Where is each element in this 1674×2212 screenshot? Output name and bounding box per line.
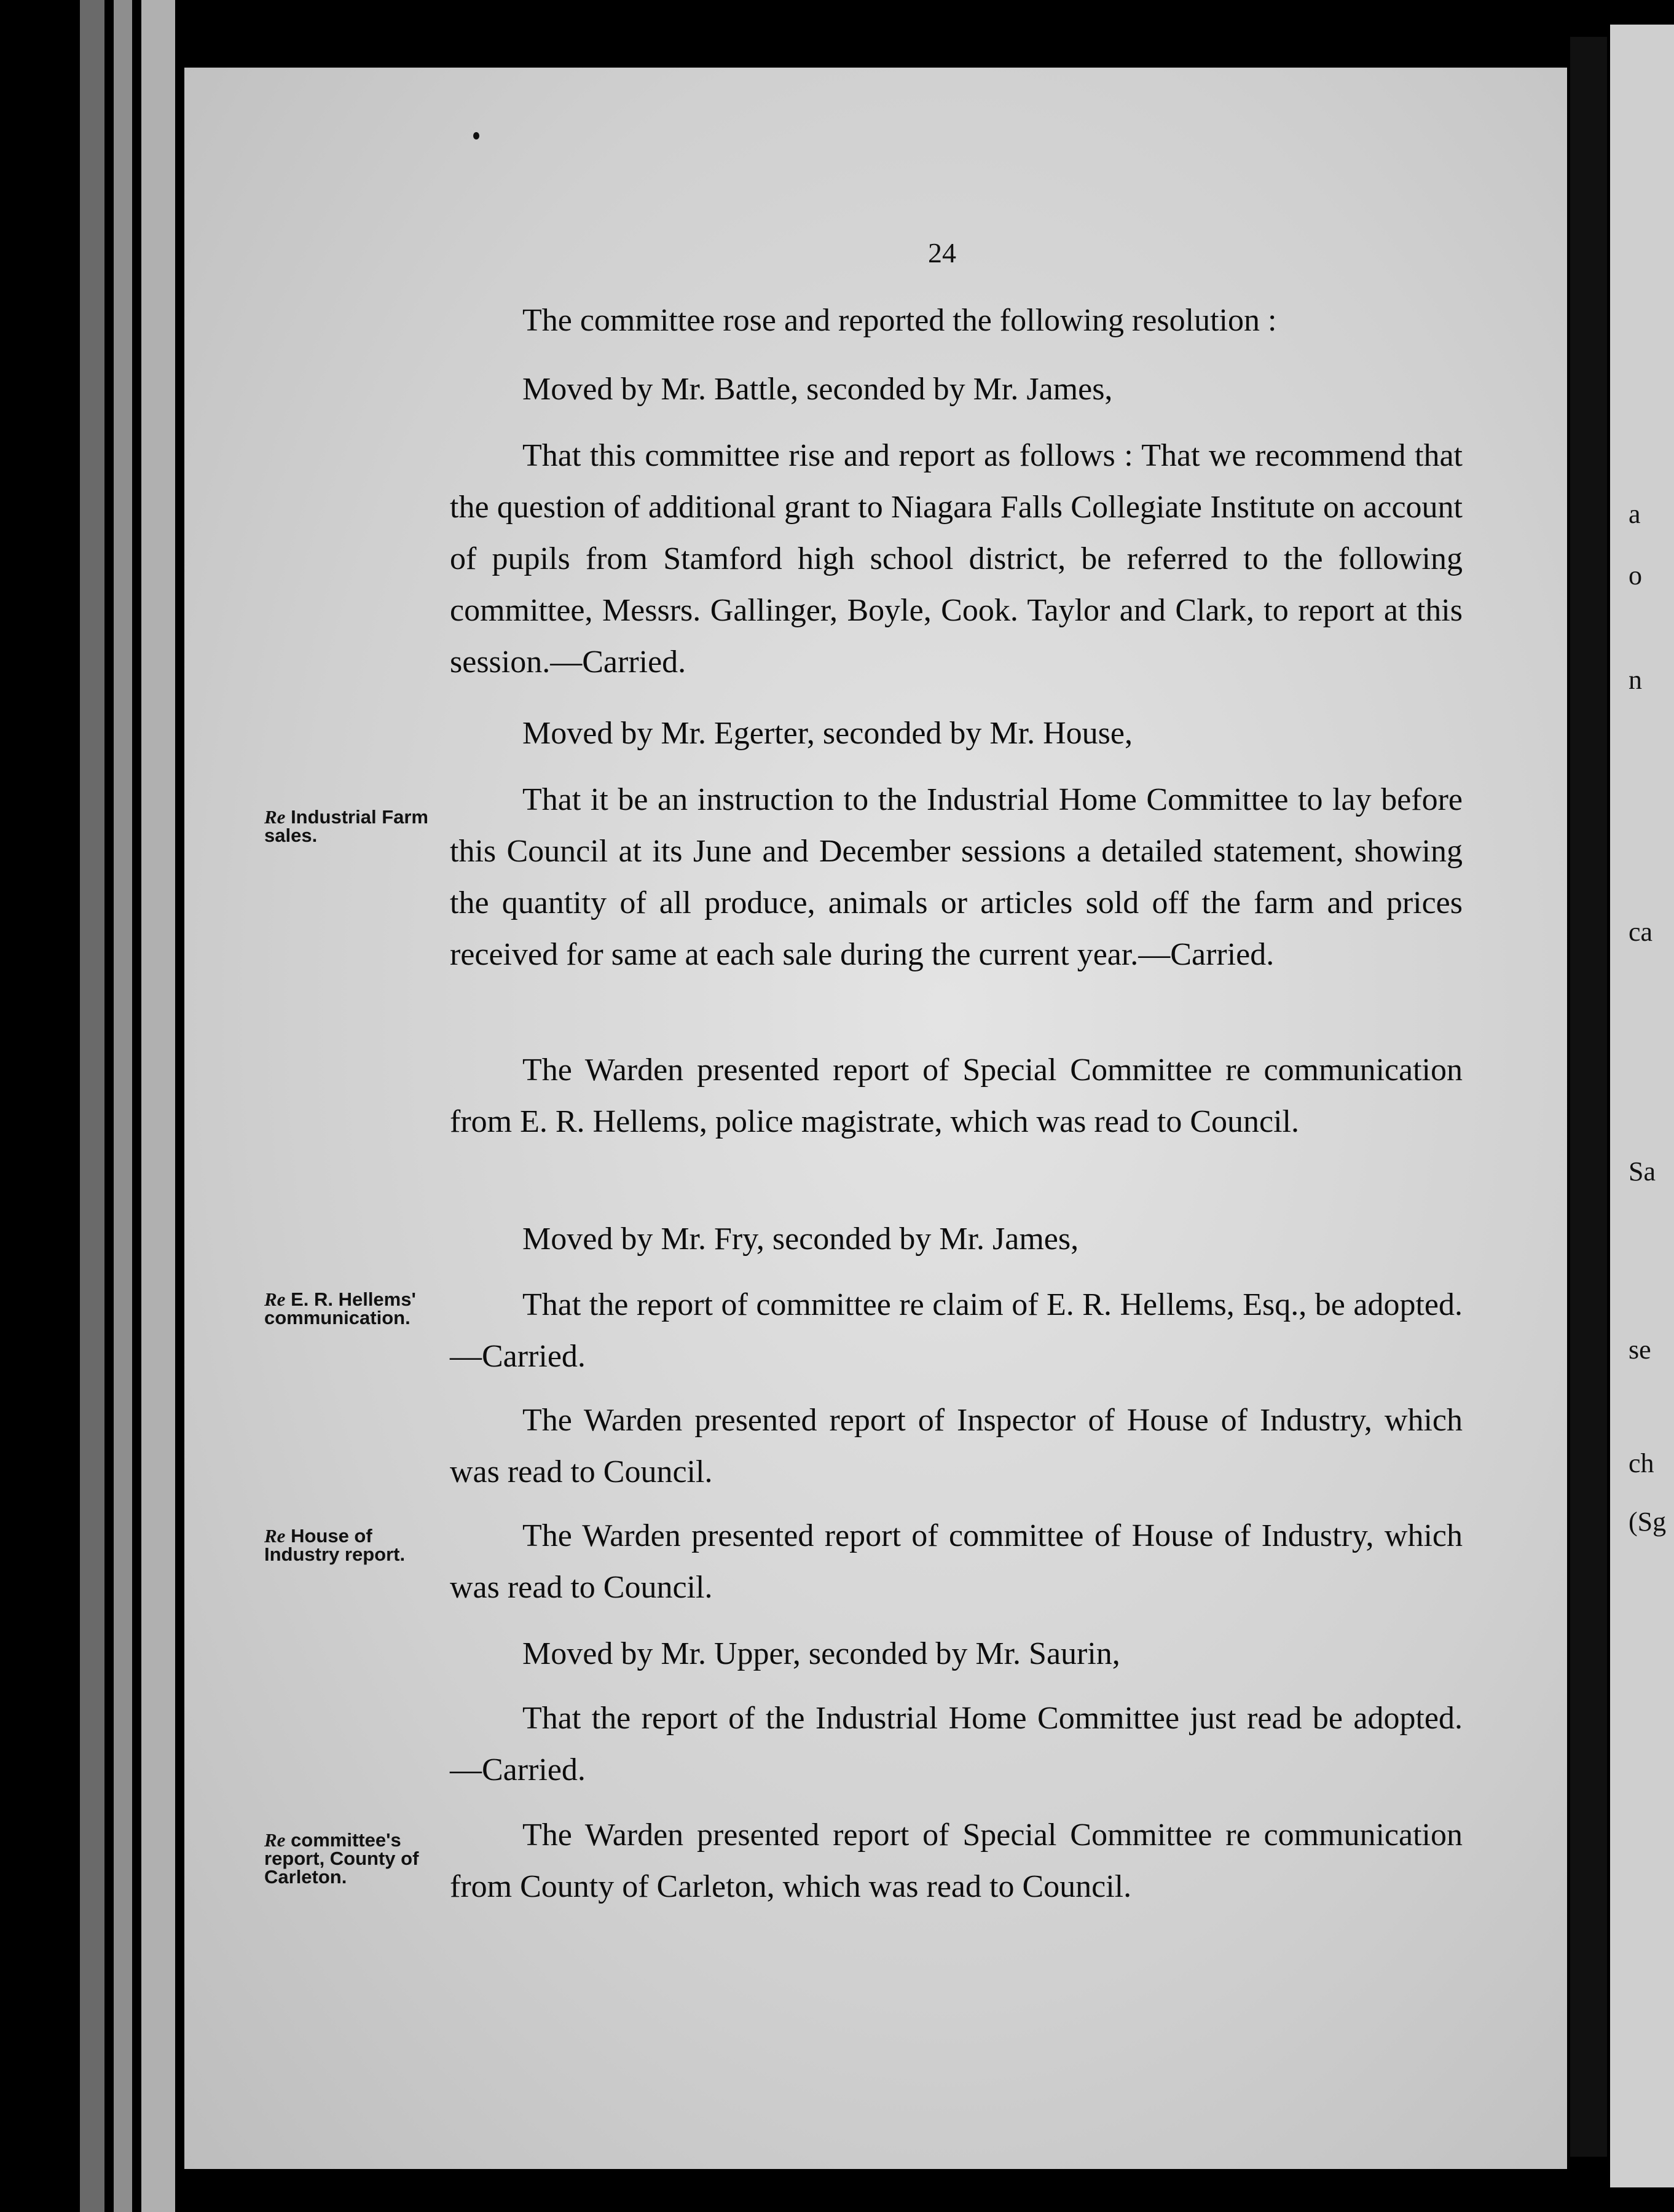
- margin-note-prefix: Re: [264, 1829, 286, 1851]
- paragraph: The Warden presented report of committee of House of Industry, which was read to Council.: [450, 1518, 1463, 1605]
- margin-note-text: committee's report, County of Carleton.: [264, 1829, 419, 1888]
- page-number: 24: [928, 237, 956, 269]
- adjacent-page-fragment: o: [1629, 560, 1642, 590]
- margin-note: [264, 1831, 449, 1886]
- margin-note: [264, 808, 449, 845]
- adjacent-page-fragment: Sa: [1629, 1156, 1656, 1186]
- scan-edge-dark: [80, 0, 104, 2212]
- adjacent-page-fragment: (Sg: [1629, 1507, 1667, 1537]
- adjacent-page-fragment: a: [1629, 499, 1641, 529]
- adjacent-page-fragment: n: [1629, 665, 1642, 695]
- paragraph: That this committee rise and report as follows : That we recommend that the question of additional grant to Niagara Falls Collegiate Institute on account of pupils from Stamford high school district, be referred to the following committee, Messrs. Gallinger, Boyle, Cook. Taylor and Clark, to report at this session.—Carried.: [450, 438, 1463, 680]
- paragraph: Moved by Mr. Egerter, seconded by Mr. House,: [522, 716, 1133, 751]
- margin-note-text: Industrial Farm sales.: [264, 806, 428, 846]
- margin-note-prefix: Re: [264, 1525, 286, 1547]
- paragraph: The Warden presented report of Special Committee re communication from E. R. Hellems, police magistrate, which was read to Council.: [450, 1053, 1463, 1139]
- margin-note-text: E. R. Hellems' communication.: [264, 1288, 416, 1328]
- margin-note: [264, 1290, 449, 1327]
- paragraph: Moved by Mr. Upper, seconded by Mr. Saurin,: [522, 1636, 1120, 1671]
- adjacent-page-fragment: se: [1629, 1335, 1651, 1365]
- margin-note-prefix: Re: [264, 806, 286, 828]
- adjacent-page-strip: [1610, 25, 1674, 2187]
- margin-note-text: House of Industry report.: [264, 1525, 406, 1565]
- adjacent-page-fragment: ca: [1629, 917, 1653, 947]
- paragraph: That the report of the Industrial Home Committee just read be adopted.—Carried.: [450, 1701, 1463, 1787]
- paragraph: The Warden presented report of Special Committee re communication from County of Carleton, which was read to Council.: [450, 1818, 1463, 1904]
- scan-edge-light: [141, 0, 175, 2212]
- paragraph: Moved by Mr. Fry, seconded by Mr. James,: [522, 1222, 1079, 1257]
- paragraph: Moved by Mr. Battle, seconded by Mr. James,: [522, 372, 1113, 407]
- scan-edge-mid: [114, 0, 132, 2212]
- margin-note: [264, 1527, 449, 1564]
- paragraph: That the report of committee re claim of E. R. Hellems, Esq., be adopted.—Carried.: [450, 1287, 1463, 1374]
- print-speck: [473, 132, 479, 139]
- paragraph: That it be an instruction to the Industrial Home Committee to lay before this Council at its June and December sessions a detailed statement, showing the quantity of all produce, animals or articles sold off the farm and prices received for same at each sale during the current year.—Carried.: [450, 782, 1463, 972]
- adjacent-page-fragment: ch: [1629, 1448, 1654, 1478]
- paragraph: The committee rose and reported the following resolution :: [522, 303, 1277, 338]
- paragraph: The Warden presented report of Inspector of House of Industry, which was read to Council.: [450, 1403, 1463, 1489]
- book-gutter: [1570, 37, 1607, 2157]
- margin-note-prefix: Re: [264, 1288, 286, 1310]
